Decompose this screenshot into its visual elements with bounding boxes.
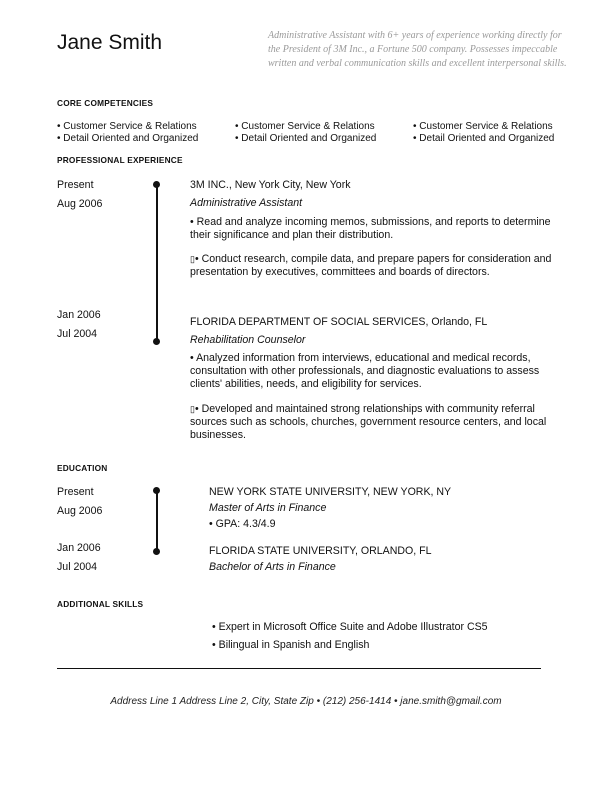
skill-item: • Bilingual in Spanish and English <box>212 639 370 651</box>
competency-column-2 <box>235 121 376 145</box>
job-employer: 3M INC., New York City, New York <box>190 179 351 191</box>
education-date-end: Present <box>57 486 94 498</box>
missing-glyph: ▯ <box>190 254 195 264</box>
competency-item: • Customer Service & Relations <box>413 121 553 132</box>
job-title: Rehabilitation Counselor <box>190 334 306 346</box>
job-bullet: • Analyzed information from interviews, educational and medical records, consultation with other professionals, and diagnostic evaluations to assess clients' abilities, needs, and eligibility for services. <box>190 352 540 390</box>
job-date-end: Jan 2006 <box>57 309 101 321</box>
job-bullet <box>190 403 560 442</box>
job-bullet <box>190 253 560 279</box>
education-date-end: Jan 2006 <box>57 542 101 554</box>
competency-item: • Detail Oriented and Organized <box>57 133 199 144</box>
timeline-dot <box>153 487 160 494</box>
school-detail: • GPA: 4.3/4.9 <box>209 518 276 530</box>
job-bullet: • Read and analyze incoming memos, submissions, and reports to determine their significance and plan their distribution. <box>190 216 551 241</box>
education-timeline <box>156 490 158 551</box>
footer-divider <box>57 668 541 669</box>
education-date-start: Jul 2004 <box>57 561 98 573</box>
school-degree: Master of Arts in Finance <box>209 502 327 514</box>
skill-item: • Expert in Microsoft Office Suite and Adobe Illustrator CS5 <box>212 621 488 633</box>
timeline-dot <box>153 181 160 188</box>
candidate-name: Jane Smith <box>57 31 163 54</box>
section-heading-skills: ADDITIONAL SKILLS <box>57 599 144 609</box>
job-employer: FLORIDA DEPARTMENT OF SOCIAL SERVICES, Orlando, FL <box>190 316 488 328</box>
job-date-end: Present <box>57 179 94 191</box>
experience-timeline <box>156 184 158 341</box>
education-date-start: Aug 2006 <box>57 505 103 517</box>
competency-item: • Customer Service & Relations <box>235 121 375 132</box>
job-bullet-text: • Conduct research, compile data, and prepare papers for consideration and presentation by executives, committees and boards of directors. <box>190 253 552 278</box>
job-date-start: Aug 2006 <box>57 198 103 210</box>
school-name: FLORIDA STATE UNIVERSITY, ORLANDO, FL <box>209 545 432 557</box>
school-degree: Bachelor of Arts in Finance <box>209 561 336 573</box>
professional-summary: Administrative Assistant with 6+ years of experience working directly for the President of 3M Inc., a Fortune 500 company. Possesses impeccable written and verbal communication skills and excellent interpersonal skills. <box>268 30 567 69</box>
section-heading-competencies: CORE COMPETENCIES <box>57 98 154 108</box>
competency-column-3 <box>413 121 554 145</box>
section-heading-education: EDUCATION <box>57 463 108 473</box>
job-bullet-text: • Developed and maintained strong relationships with community referral sources such as schools, churches, government resource centers, and local businesses. <box>190 403 547 441</box>
competency-item: • Customer Service & Relations <box>57 121 197 132</box>
job-date-start: Jul 2004 <box>57 328 98 340</box>
timeline-dot <box>153 338 160 345</box>
competency-item: • Detail Oriented and Organized <box>413 133 555 144</box>
job-title: Administrative Assistant <box>190 197 303 209</box>
section-heading-experience: PROFESSIONAL EXPERIENCE <box>57 155 183 165</box>
missing-glyph: ▯ <box>190 404 195 414</box>
competency-column-1 <box>57 121 198 145</box>
competency-item: • Detail Oriented and Organized <box>235 133 377 144</box>
timeline-dot <box>153 548 160 555</box>
school-name: NEW YORK STATE UNIVERSITY, NEW YORK, NY <box>209 486 452 498</box>
contact-line: Address Line 1 Address Line 2, City, State Zip • (212) 256-1414 • jane.smith@gmail.com <box>110 696 502 707</box>
